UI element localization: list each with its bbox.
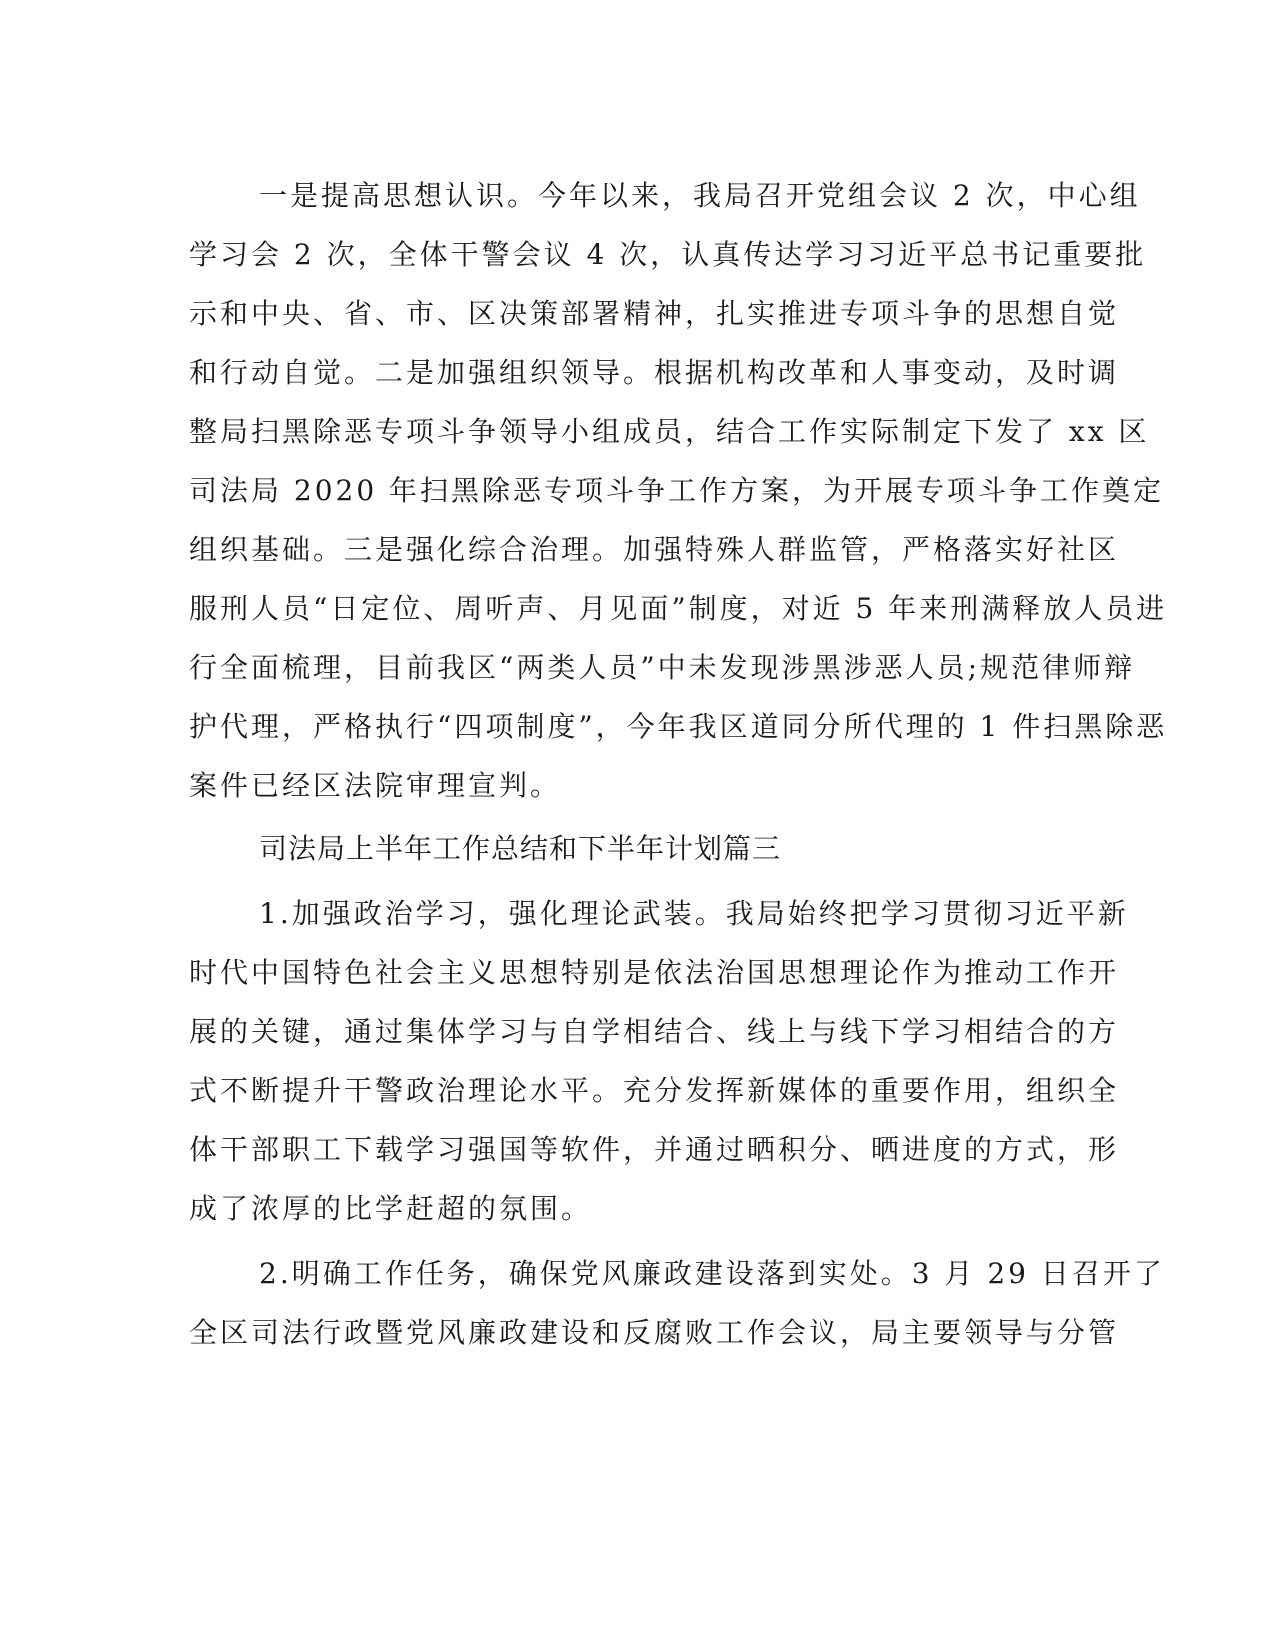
text-line: 体干部职工下载学习强国等软件，并通过晒积分、晒进度的方式，形 <box>189 1133 1120 1166</box>
text-line: 时代中国特色社会主义思想特别是依法治国思想理论作为推动工作开 <box>189 956 1120 989</box>
text-line: 司法局 2020 年扫黑除恶专项斗争工作方案，为开展专项斗争工作奠定 <box>189 474 1165 507</box>
document-body <box>189 166 1168 1362</box>
section-heading: 司法局上半年工作总结和下半年计划篇三 <box>259 832 782 865</box>
text-line: 成了浓厚的比学赶超的氛围。 <box>189 1192 593 1225</box>
text-line: 学习会 2 次，全体干警会议 4 次，认真传达学习习近平总书记重要批 <box>189 238 1147 271</box>
text-line: 护代理，严格执行“四项制度”，今年我区道同分所代理的 1 件扫黑除恶 <box>189 710 1168 743</box>
text-line: 一是提高思想认识。今年以来，我局召开党组会议 2 次，中心组 <box>259 179 1141 212</box>
text-line: 整局扫黑除恶专项斗争领导小组成员，结合工作实际制定下发了 xx 区 <box>189 415 1150 448</box>
text-line: 示和中央、省、市、区决策部署精神，扎实推进专项斗争的思想自觉 <box>189 297 1120 330</box>
text-line: 行全面梳理，目前我区“两类人员”中未发现涉黑涉恶人员;规范律师辩 <box>189 651 1136 684</box>
text-line: 2.明确工作任务，确保党风廉政建设落到实处。3 月 29 日召开了 <box>259 1257 1165 1290</box>
text-line: 全区司法行政暨党风廉政建设和反腐败工作会议，局主要领导与分管 <box>189 1316 1120 1349</box>
paragraph-one <box>189 166 1168 815</box>
paragraph-two <box>189 884 1129 1238</box>
text-line: 展的关键，通过集体学习与自学相结合、线上与线下学习相结合的方 <box>189 1015 1120 1048</box>
text-line: 和行动自觉。二是加强组织领导。根据机构改革和人事变动，及时调 <box>189 356 1120 389</box>
text-line: 组织基础。三是强化综合治理。加强特殊人群监管，严格落实好社区 <box>189 533 1120 566</box>
text-line: 1.加强政治学习，强化理论武装。我局始终把学习贯彻习近平新 <box>259 897 1129 930</box>
text-line: 案件已经区法院审理宣判。 <box>189 769 562 802</box>
text-line: 服刑人员“日定位、周听声、月见面”制度，对近 5 年来刑满释放人员进 <box>189 592 1168 625</box>
text-line: 式不断提升干警政治理论水平。充分发挥新媒体的重要作用，组织全 <box>189 1074 1120 1107</box>
paragraph-three <box>189 1244 1165 1362</box>
